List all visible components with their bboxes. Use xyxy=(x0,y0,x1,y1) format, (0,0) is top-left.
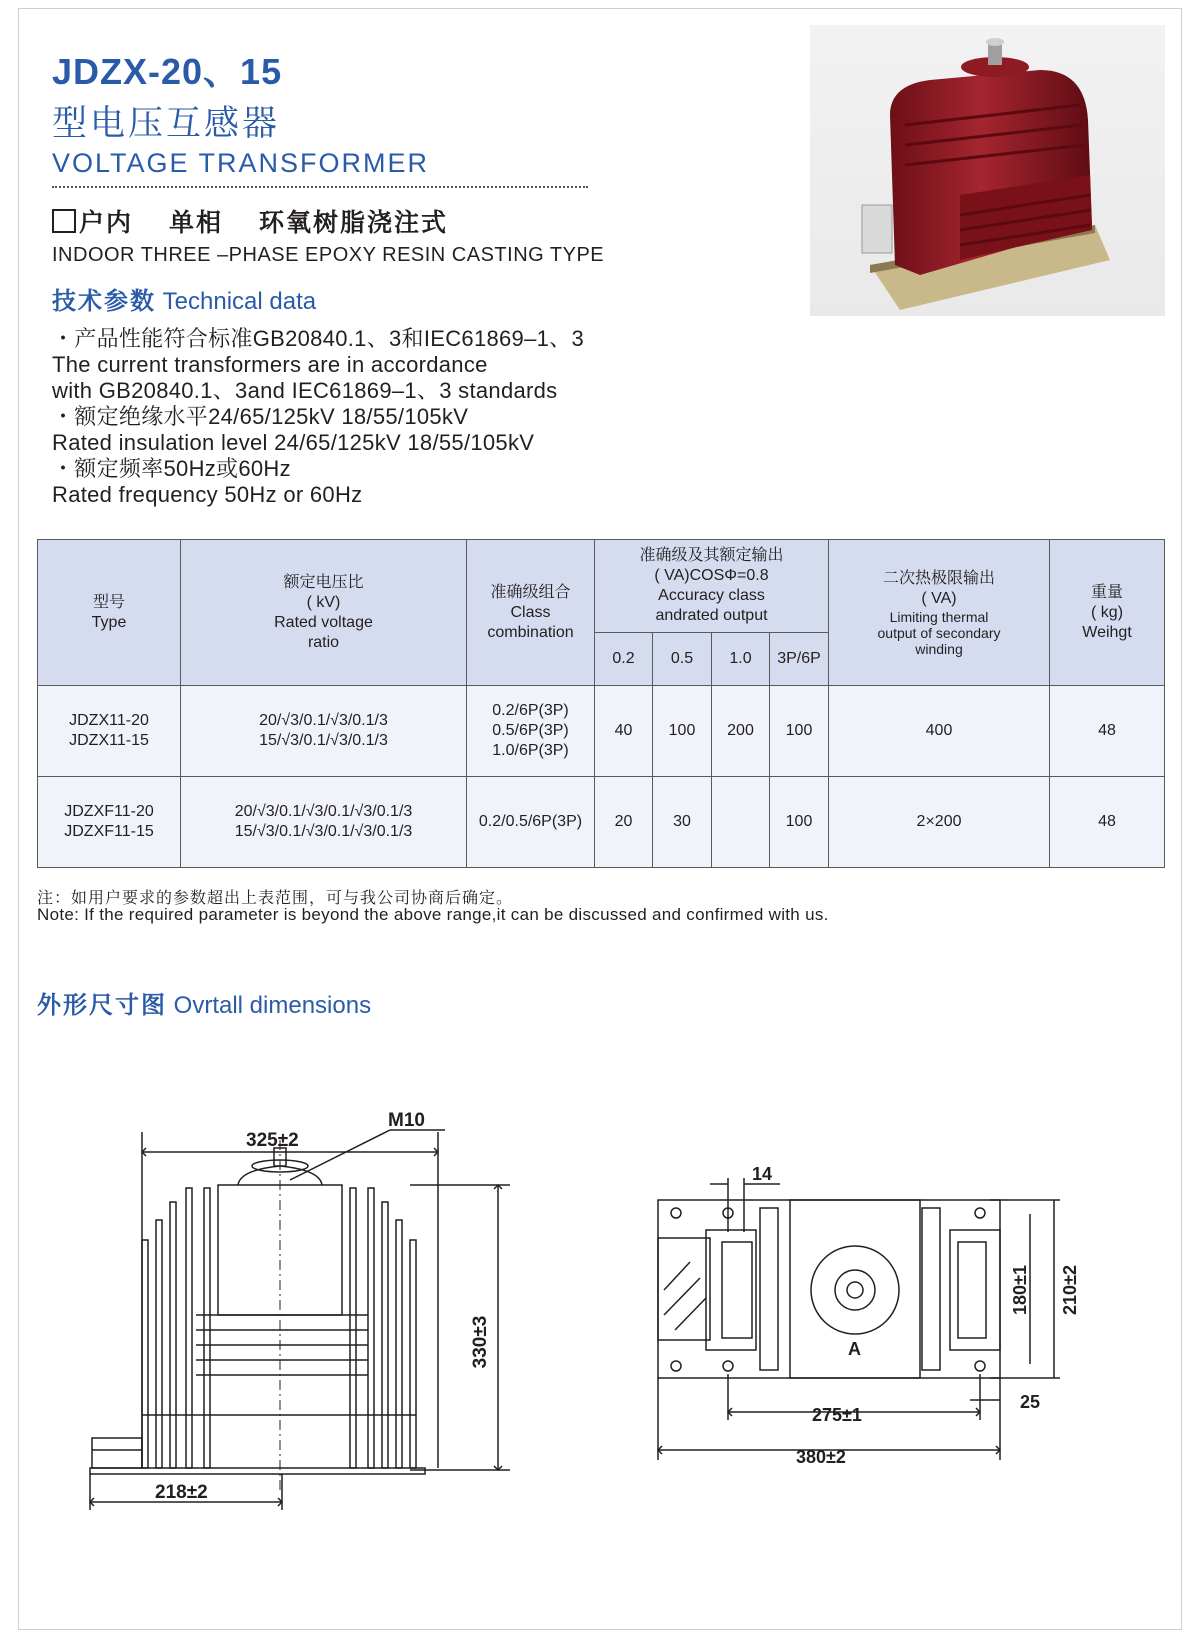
type-epoxy: 环氧树脂浇注式 xyxy=(259,209,449,237)
tech-line: ・产品性能符合标准GB20840.1、3和IEC61869–1、3 xyxy=(52,326,585,351)
cell-out-1-0: 200 xyxy=(712,686,770,777)
front-view-drawing xyxy=(80,1090,540,1540)
cell-out-0-5: 30 xyxy=(653,777,712,868)
dimensions-heading-en: Ovrtall dimensions xyxy=(173,992,372,1019)
technical-heading-cn: 技术参数 xyxy=(52,288,156,315)
type-indoor: 户内 xyxy=(79,209,134,237)
note-cn: 注：如用户要求的参数超出上表范围，可与我公司协商后确定。 xyxy=(37,890,514,907)
col-acc-0-2: 0.2 xyxy=(595,633,653,686)
title-divider xyxy=(52,186,588,188)
col-acc-1-0: 1.0 xyxy=(712,633,770,686)
col-ratio-header: 额定电压比 ( kV) Rated voltage ratio xyxy=(181,540,467,686)
table-row xyxy=(38,777,1165,868)
cell-out-3p: 100 xyxy=(770,686,829,777)
view-label-a: A xyxy=(848,1339,861,1359)
technical-data-heading xyxy=(52,281,316,316)
col-acc-3p6p: 3P/6P xyxy=(770,633,829,686)
cell-weight: 48 xyxy=(1050,777,1165,868)
type-single-phase: 单相 xyxy=(169,209,224,237)
tech-line: ・额定频率50Hz或60Hz xyxy=(52,456,291,481)
col-class-header: 准确级组合 Class combination xyxy=(467,540,595,686)
type-line-cn xyxy=(52,203,448,239)
cell-weight: 48 xyxy=(1050,686,1165,777)
technical-heading-en: Technical data xyxy=(162,288,317,315)
cell-out-0-2: 20 xyxy=(595,777,653,868)
checkbox-icon xyxy=(52,209,76,233)
dim-210: 210±2 xyxy=(1060,1265,1080,1315)
dim-325: 325±2 xyxy=(246,1130,299,1151)
col-weight-header: 重量 ( kg) Weihgt xyxy=(1050,540,1165,686)
tech-line: Rated frequency 50Hz or 60Hz xyxy=(52,482,363,507)
cell-out-0-2: 40 xyxy=(595,686,653,777)
cell-thermal: 2×200 xyxy=(829,777,1050,868)
type-line-en: INDOOR THREE –PHASE EPOXY RESIN CASTING TYPE xyxy=(52,244,605,266)
tech-line: The current transformers are in accordance xyxy=(52,352,488,377)
cell-out-0-5: 100 xyxy=(653,686,712,777)
cell-ratio: 20/√3/0.1/√3/0.1/√3/0.1/3 15/√3/0.1/√3/0.1/√3/0.1/3 xyxy=(181,777,467,868)
cell-class: 0.2/0.5/6P(3P) xyxy=(467,777,595,868)
dim-m10: M10 xyxy=(388,1110,425,1131)
cell-class: 0.2/6P(3P) 0.5/6P(3P) 1.0/6P(3P) xyxy=(467,686,595,777)
cell-out-1-0 xyxy=(712,777,770,868)
dim-25: 25 xyxy=(1020,1392,1041,1412)
dim-275: 275±1 xyxy=(812,1405,862,1425)
cell-ratio: 20/√3/0.1/√3/0.1/3 15/√3/0.1/√3/0.1/3 xyxy=(181,686,467,777)
top-view-drawing xyxy=(640,1150,1120,1530)
dim-218: 218±2 xyxy=(155,1482,208,1503)
voltage-transformer-image xyxy=(810,25,1165,316)
col-thermal-header: 二次热极限输出 ( VA) Limiting thermal output of secondary winding xyxy=(829,540,1050,686)
tech-line: Rated insulation level 24/65/125kV 18/55/105kV xyxy=(52,430,535,455)
tech-line: with GB20840.1、3and IEC61869–1、3 standards xyxy=(52,378,558,403)
spec-table xyxy=(37,539,1165,868)
dim-180: 180±1 xyxy=(1010,1265,1030,1315)
dimensions-heading xyxy=(37,985,371,1020)
col-accuracy-header: 准确级及其额定输出 ( VA)COSΦ=0.8 Accuracy class andrated output xyxy=(595,540,829,633)
dim-14: 14 xyxy=(752,1164,773,1184)
product-title-cn: 型电压互感器 xyxy=(52,104,281,143)
dim-380: 380±2 xyxy=(796,1447,846,1467)
dimensions-heading-cn: 外形尺寸图 xyxy=(37,992,167,1019)
col-acc-0-5: 0.5 xyxy=(653,633,712,686)
product-photo xyxy=(810,25,1165,316)
note-en: Note: If the required parameter is beyond the above range,it can be discussed and confirmed with us. xyxy=(37,905,829,924)
tech-line: ・额定绝缘水平24/65/125kV 18/55/105kV xyxy=(52,404,469,429)
product-title-en: VOLTAGE TRANSFORMER xyxy=(52,148,430,178)
table-row xyxy=(38,686,1165,777)
cell-thermal: 400 xyxy=(829,686,1050,777)
product-model-title: JDZX-20、15 xyxy=(52,51,283,92)
cell-type: JDZXF11-20 JDZXF11-15 xyxy=(38,777,181,868)
dim-330: 330±3 xyxy=(470,1315,491,1369)
cell-out-3p: 100 xyxy=(770,777,829,868)
cell-type: JDZX11-20 JDZX11-15 xyxy=(38,686,181,777)
col-type-header: 型号 Type xyxy=(38,540,181,686)
